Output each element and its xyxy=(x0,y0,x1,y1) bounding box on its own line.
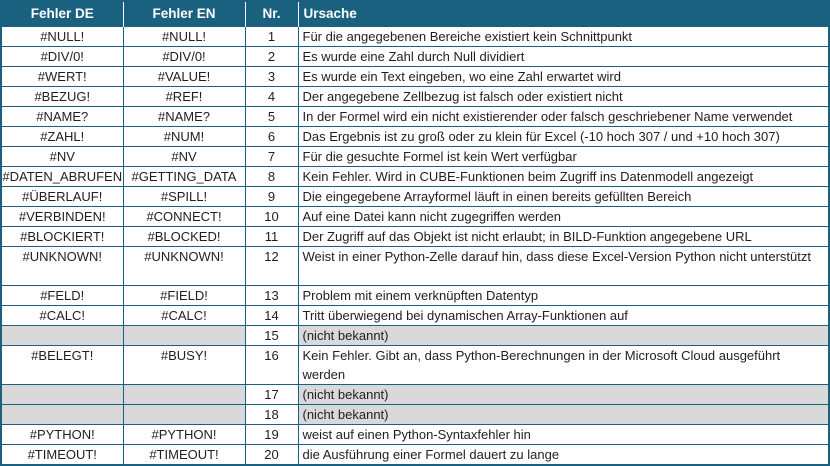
ursache-cell: Weist in einer Python-Zelle darauf hin, dass diese Excel-Version Python nicht unterstützt xyxy=(298,247,829,286)
table-row xyxy=(1,67,829,87)
fehler-en-cell: #TIMEOUT! xyxy=(123,445,245,466)
fehler-en-cell: #DIV/0! xyxy=(123,47,245,67)
table-row xyxy=(1,346,829,385)
fehler-de-cell: #ZAHL! xyxy=(1,127,123,147)
error-table-body xyxy=(1,27,829,466)
nr-cell: 15 xyxy=(245,326,298,346)
fehler-de-cell: #BEZUG! xyxy=(1,87,123,107)
table-row xyxy=(1,187,829,207)
ursache-cell: (nicht bekannt) xyxy=(298,405,829,425)
fehler-de-cell: #BELEGT! xyxy=(1,346,123,385)
fehler-en-cell: #VALUE! xyxy=(123,67,245,87)
header-row xyxy=(1,1,829,27)
ursache-cell: Für die angegebenen Bereiche existiert kein Schnittpunkt xyxy=(298,27,829,47)
table-header xyxy=(1,1,829,27)
table-row xyxy=(1,167,829,187)
table-row xyxy=(1,87,829,107)
ursache-cell: (nicht bekannt) xyxy=(298,385,829,405)
ursache-cell: Kein Fehler. Gibt an, dass Python-Berechnungen in der Microsoft Cloud ausgeführt werden xyxy=(298,346,829,385)
fehler-de-cell: #BLOCKIERT! xyxy=(1,227,123,247)
ursache-cell: Das Ergebnis ist zu groß oder zu klein für Excel (-10 hoch 307 / und +10 hoch 307) xyxy=(298,127,829,147)
column-header-nr: Nr. xyxy=(245,1,298,27)
fehler-en-cell: #NV xyxy=(123,147,245,167)
nr-cell: 2 xyxy=(245,47,298,67)
fehler-de-cell: #PYTHON! xyxy=(1,425,123,445)
ursache-cell: Die eingegebene Arrayformel läuft in einen bereits gefüllten Bereich xyxy=(298,187,829,207)
nr-cell: 6 xyxy=(245,127,298,147)
nr-cell: 5 xyxy=(245,107,298,127)
ursache-cell: Der Zugriff auf das Objekt ist nicht erlaubt; in BILD-Funktion angegebene URL xyxy=(298,227,829,247)
fehler-en-cell: #NULL! xyxy=(123,27,245,47)
column-header-ursache: Ursache xyxy=(298,1,829,27)
fehler-de-cell xyxy=(1,326,123,346)
column-header-fehler-de: Fehler DE xyxy=(1,1,123,27)
ursache-cell: Tritt überwiegend bei dynamischen Array-Funktionen auf xyxy=(298,306,829,326)
table-row xyxy=(1,286,829,306)
fehler-de-cell: #TIMEOUT! xyxy=(1,445,123,466)
fehler-en-cell: #BUSY! xyxy=(123,346,245,385)
nr-cell: 18 xyxy=(245,405,298,425)
fehler-de-cell: #UNKNOWN! xyxy=(1,247,123,286)
ursache-cell: Kein Fehler. Wird in CUBE-Funktionen beim Zugriff ins Datenmodell angezeigt xyxy=(298,167,829,187)
table-row xyxy=(1,306,829,326)
table-row xyxy=(1,227,829,247)
nr-cell: 12 xyxy=(245,247,298,286)
ursache-cell: In der Formel wird ein nicht existierender oder falsch geschriebener Name verwendet xyxy=(298,107,829,127)
fehler-en-cell: #PYTHON! xyxy=(123,425,245,445)
fehler-de-cell: #ÜBERLAUF! xyxy=(1,187,123,207)
table-row xyxy=(1,147,829,167)
table-row xyxy=(1,425,829,445)
fehler-en-cell xyxy=(123,326,245,346)
fehler-en-cell: #NAME? xyxy=(123,107,245,127)
table-row xyxy=(1,247,829,286)
nr-cell: 10 xyxy=(245,207,298,227)
fehler-de-cell: #WERT! xyxy=(1,67,123,87)
ursache-cell: Für die gesuchte Formel ist kein Wert verfügbar xyxy=(298,147,829,167)
ursache-cell: (nicht bekannt) xyxy=(298,326,829,346)
nr-cell: 1 xyxy=(245,27,298,47)
fehler-en-cell: #FIELD! xyxy=(123,286,245,306)
ursache-cell: weist auf einen Python-Syntaxfehler hin xyxy=(298,425,829,445)
nr-cell: 8 xyxy=(245,167,298,187)
fehler-en-cell: #NUM! xyxy=(123,127,245,147)
nr-cell: 11 xyxy=(245,227,298,247)
nr-cell: 3 xyxy=(245,67,298,87)
fehler-de-cell: #FELD! xyxy=(1,286,123,306)
table-row xyxy=(1,127,829,147)
fehler-de-cell: #NV xyxy=(1,147,123,167)
nr-cell: 17 xyxy=(245,385,298,405)
ursache-cell: die Ausführung einer Formel dauert zu lange xyxy=(298,445,829,466)
fehler-de-cell xyxy=(1,385,123,405)
table-row xyxy=(1,405,829,425)
ursache-cell: Der angegebene Zellbezug ist falsch oder existiert nicht xyxy=(298,87,829,107)
nr-cell: 7 xyxy=(245,147,298,167)
nr-cell: 20 xyxy=(245,445,298,466)
table-row xyxy=(1,27,829,47)
fehler-en-cell: #UNKNOWN! xyxy=(123,247,245,286)
fehler-de-cell: #CALC! xyxy=(1,306,123,326)
nr-cell: 4 xyxy=(245,87,298,107)
fehler-en-cell xyxy=(123,405,245,425)
fehler-en-cell: #CALC! xyxy=(123,306,245,326)
fehler-en-cell: #CONNECT! xyxy=(123,207,245,227)
table-row xyxy=(1,47,829,67)
fehler-en-cell xyxy=(123,385,245,405)
table-row xyxy=(1,107,829,127)
fehler-en-cell: #REF! xyxy=(123,87,245,107)
table-row xyxy=(1,207,829,227)
fehler-en-cell: #GETTING_DATA xyxy=(123,167,245,187)
nr-cell: 13 xyxy=(245,286,298,306)
fehler-de-cell: #DIV/0! xyxy=(1,47,123,67)
fehler-en-cell: #SPILL! xyxy=(123,187,245,207)
fehler-en-cell: #BLOCKED! xyxy=(123,227,245,247)
nr-cell: 16 xyxy=(245,346,298,385)
ursache-cell: Es wurde eine Zahl durch Null dividiert xyxy=(298,47,829,67)
ursache-cell: Auf eine Datei kann nicht zugegriffen werden xyxy=(298,207,829,227)
fehler-de-cell: #DATEN_ABRUFEN xyxy=(1,167,123,187)
nr-cell: 19 xyxy=(245,425,298,445)
nr-cell: 9 xyxy=(245,187,298,207)
nr-cell: 14 xyxy=(245,306,298,326)
column-header-fehler-en: Fehler EN xyxy=(123,1,245,27)
fehler-de-cell: #NULL! xyxy=(1,27,123,47)
table-row xyxy=(1,326,829,346)
fehler-de-cell: #VERBINDEN! xyxy=(1,207,123,227)
table-row xyxy=(1,385,829,405)
ursache-cell: Problem mit einem verknüpften Datentyp xyxy=(298,286,829,306)
ursache-cell: Es wurde ein Text eingeben, wo eine Zahl erwartet wird xyxy=(298,67,829,87)
fehler-de-cell xyxy=(1,405,123,425)
fehler-de-cell: #NAME? xyxy=(1,107,123,127)
